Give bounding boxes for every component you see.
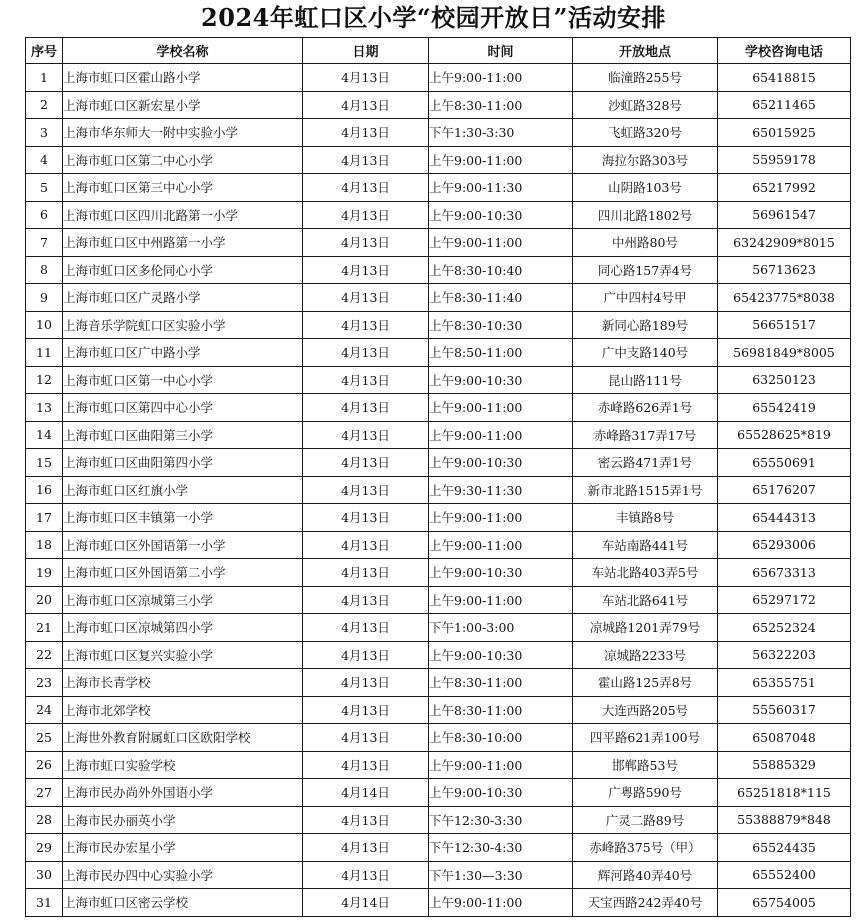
school-phone: 65251818*115 [718, 779, 851, 807]
open-date: 4月13日 [303, 614, 429, 642]
table-row [26, 834, 851, 862]
open-location: 飞虹路320号 [573, 119, 718, 147]
row-number: 11 [26, 339, 63, 367]
row-number: 12 [26, 366, 63, 394]
school-name: 上海市虹口区密云学校 [63, 889, 303, 917]
row-number: 19 [26, 559, 63, 587]
row-number: 2 [26, 91, 63, 119]
school-name: 上海市虹口区曲阳第四小学 [63, 449, 303, 477]
school-name: 上海市虹口区中州路第一小学 [63, 229, 303, 257]
school-phone: 65176207 [718, 476, 851, 504]
open-time: 上午8:30-11:40 [429, 284, 573, 312]
table-row [26, 751, 851, 779]
school-name: 上海市虹口区外国语第二小学 [63, 559, 303, 587]
open-location: 凉城路1201弄79号 [573, 614, 718, 642]
table-row [26, 586, 851, 614]
open-location: 赤峰路317弄17号 [573, 421, 718, 449]
school-phone: 55959178 [718, 146, 851, 174]
open-date: 4月13日 [303, 476, 429, 504]
row-number: 8 [26, 256, 63, 284]
open-date: 4月13日 [303, 751, 429, 779]
open-time: 上午9:00-10:30 [429, 779, 573, 807]
open-time: 下午1:30—3:30 [429, 861, 573, 889]
open-time: 上午9:00-11:00 [429, 504, 573, 532]
row-number: 29 [26, 834, 63, 862]
school-phone: 65087048 [718, 724, 851, 752]
school-name: 上海市虹口区第三中心小学 [63, 174, 303, 202]
open-time: 上午9:00-11:00 [429, 64, 573, 92]
table-row [26, 641, 851, 669]
table-body [26, 64, 851, 917]
open-location: 四平路621弄100号 [573, 724, 718, 752]
open-date: 4月13日 [303, 339, 429, 367]
open-time: 上午9:00-11:30 [429, 174, 573, 202]
open-location: 赤峰路626弄1号 [573, 394, 718, 422]
open-date: 4月13日 [303, 91, 429, 119]
open-date: 4月13日 [303, 449, 429, 477]
table-header-row [26, 38, 851, 64]
open-time: 上午9:00-10:30 [429, 201, 573, 229]
open-date: 4月13日 [303, 394, 429, 422]
school-name: 上海市虹口区霍山路小学 [63, 64, 303, 92]
open-location: 车站北路641号 [573, 586, 718, 614]
row-number: 7 [26, 229, 63, 257]
open-location: 大连西路205号 [573, 696, 718, 724]
open-time: 上午8:50-11:00 [429, 339, 573, 367]
header-school-name: 学校名称 [63, 38, 303, 64]
open-time: 上午9:00-11:00 [429, 586, 573, 614]
open-location: 新市北路1515弄1号 [573, 476, 718, 504]
table-row [26, 696, 851, 724]
page-title: 2024年虹口区小学“校园开放日”活动安排 [201, 3, 666, 32]
table-row [26, 366, 851, 394]
table-row [26, 174, 851, 202]
school-name: 上海市虹口区广灵路小学 [63, 284, 303, 312]
open-location: 新同心路189号 [573, 311, 718, 339]
open-date: 4月13日 [303, 861, 429, 889]
row-number: 1 [26, 64, 63, 92]
row-number: 17 [26, 504, 63, 532]
school-name: 上海市民办宏星小学 [63, 834, 303, 862]
open-date: 4月13日 [303, 559, 429, 587]
open-date: 4月13日 [303, 64, 429, 92]
school-name: 上海市虹口区四川北路第一小学 [63, 201, 303, 229]
open-time: 上午8:30-11:00 [429, 669, 573, 697]
open-time: 上午8:30-10:30 [429, 311, 573, 339]
school-phone: 55885329 [718, 751, 851, 779]
table-row [26, 449, 851, 477]
school-phone: 65423775*8038 [718, 284, 851, 312]
row-number: 14 [26, 421, 63, 449]
open-date: 4月13日 [303, 201, 429, 229]
school-phone: 65542419 [718, 394, 851, 422]
open-time: 上午9:00-11:00 [429, 531, 573, 559]
open-time: 上午9:30-11:30 [429, 476, 573, 504]
school-phone: 65297172 [718, 586, 851, 614]
row-number: 24 [26, 696, 63, 724]
open-time: 上午9:00-11:00 [429, 146, 573, 174]
header-phone: 学校咨询电话 [718, 38, 851, 64]
table-row [26, 476, 851, 504]
school-phone: 56322203 [718, 641, 851, 669]
row-number: 28 [26, 806, 63, 834]
table-row [26, 559, 851, 587]
school-phone: 65252324 [718, 614, 851, 642]
school-name: 上海市民办四中心实验小学 [63, 861, 303, 889]
open-date: 4月13日 [303, 146, 429, 174]
school-phone: 63250123 [718, 366, 851, 394]
open-time: 下午12:30-4:30 [429, 834, 573, 862]
open-time: 下午1:30-3:30 [429, 119, 573, 147]
open-time: 上午9:00-10:30 [429, 641, 573, 669]
row-number: 21 [26, 614, 63, 642]
row-number: 16 [26, 476, 63, 504]
open-time: 上午8:30-11:00 [429, 696, 573, 724]
open-location: 中州路80号 [573, 229, 718, 257]
school-name: 上海市虹口区红旗小学 [63, 476, 303, 504]
header-time: 时间 [429, 38, 573, 64]
open-date: 4月13日 [303, 174, 429, 202]
table-row [26, 394, 851, 422]
open-location: 同心路157弄4号 [573, 256, 718, 284]
row-number: 4 [26, 146, 63, 174]
school-phone: 63242909*8015 [718, 229, 851, 257]
school-phone: 65673313 [718, 559, 851, 587]
school-phone: 56651517 [718, 311, 851, 339]
open-time: 上午9:00-10:30 [429, 449, 573, 477]
school-name: 上海市民办尚外外国语小学 [63, 779, 303, 807]
school-name: 上海市虹口区多伦同心小学 [63, 256, 303, 284]
school-phone: 65524435 [718, 834, 851, 862]
school-name: 上海市虹口区第四中心小学 [63, 394, 303, 422]
open-time: 上午9:00-11:00 [429, 889, 573, 917]
open-date: 4月13日 [303, 119, 429, 147]
school-name: 上海世外教育附属虹口区欧阳学校 [63, 724, 303, 752]
row-number: 15 [26, 449, 63, 477]
open-date: 4月14日 [303, 779, 429, 807]
school-phone: 55560317 [718, 696, 851, 724]
open-location: 辉河路40弄40号 [573, 861, 718, 889]
row-number: 26 [26, 751, 63, 779]
open-location: 车站南路441号 [573, 531, 718, 559]
open-location: 凉城路2233号 [573, 641, 718, 669]
school-phone: 65552400 [718, 861, 851, 889]
open-date: 4月13日 [303, 834, 429, 862]
school-phone: 65015925 [718, 119, 851, 147]
open-date: 4月13日 [303, 586, 429, 614]
open-date: 4月13日 [303, 669, 429, 697]
open-date: 4月13日 [303, 284, 429, 312]
open-location: 广中支路140号 [573, 339, 718, 367]
table-row [26, 504, 851, 532]
school-name: 上海市虹口区第一中心小学 [63, 366, 303, 394]
row-number: 5 [26, 174, 63, 202]
row-number: 25 [26, 724, 63, 752]
table-row [26, 779, 851, 807]
table-row [26, 669, 851, 697]
school-name: 上海市虹口区曲阳第三小学 [63, 421, 303, 449]
table-row [26, 339, 851, 367]
school-name: 上海市虹口实验学校 [63, 751, 303, 779]
table-row [26, 311, 851, 339]
open-location: 广粤路590号 [573, 779, 718, 807]
open-date: 4月13日 [303, 366, 429, 394]
table-row [26, 146, 851, 174]
open-date: 4月13日 [303, 724, 429, 752]
row-number: 23 [26, 669, 63, 697]
open-date: 4月13日 [303, 421, 429, 449]
school-name: 上海市虹口区凉城第四小学 [63, 614, 303, 642]
row-number: 10 [26, 311, 63, 339]
school-phone: 65444313 [718, 504, 851, 532]
open-date: 4月13日 [303, 696, 429, 724]
open-location: 丰镇路8号 [573, 504, 718, 532]
table-row [26, 201, 851, 229]
open-date: 4月14日 [303, 889, 429, 917]
open-location: 山阴路103号 [573, 174, 718, 202]
school-phone: 56981849*8005 [718, 339, 851, 367]
row-number: 31 [26, 889, 63, 917]
school-phone: 56713623 [718, 256, 851, 284]
school-phone: 56961547 [718, 201, 851, 229]
school-name: 上海市北郊学校 [63, 696, 303, 724]
school-name: 上海市虹口区新宏星小学 [63, 91, 303, 119]
school-name: 上海市虹口区丰镇第一小学 [63, 504, 303, 532]
table-row [26, 889, 851, 917]
school-name: 上海音乐学院虹口区实验小学 [63, 311, 303, 339]
table-row [26, 531, 851, 559]
open-date: 4月13日 [303, 641, 429, 669]
open-time: 上午9:00-10:30 [429, 559, 573, 587]
school-name: 上海市长青学校 [63, 669, 303, 697]
school-phone: 65418815 [718, 64, 851, 92]
school-name: 上海市民办丽英小学 [63, 806, 303, 834]
open-time: 上午8:30-11:00 [429, 91, 573, 119]
open-time: 上午9:00-11:00 [429, 229, 573, 257]
open-time: 上午8:30-10:40 [429, 256, 573, 284]
table-row [26, 119, 851, 147]
open-location: 邯郸路53号 [573, 751, 718, 779]
header-date: 日期 [303, 38, 429, 64]
open-date: 4月13日 [303, 531, 429, 559]
open-location: 广中四村4号甲 [573, 284, 718, 312]
open-time: 上午8:30-10:00 [429, 724, 573, 752]
row-number: 27 [26, 779, 63, 807]
table-row [26, 724, 851, 752]
open-date: 4月13日 [303, 806, 429, 834]
school-name: 上海市华东师大一附中实验小学 [63, 119, 303, 147]
open-date: 4月13日 [303, 229, 429, 257]
open-location: 车站北路403弄5号 [573, 559, 718, 587]
table-row [26, 229, 851, 257]
school-name: 上海市虹口区凉城第三小学 [63, 586, 303, 614]
open-location: 四川北路1802号 [573, 201, 718, 229]
open-time: 上午9:00-11:00 [429, 394, 573, 422]
header-location: 开放地点 [573, 38, 718, 64]
school-name: 上海市虹口区复兴实验小学 [63, 641, 303, 669]
row-number: 30 [26, 861, 63, 889]
table-row [26, 91, 851, 119]
table-row [26, 64, 851, 92]
school-phone: 65528625*819 [718, 421, 851, 449]
open-location: 密云路471弄1号 [573, 449, 718, 477]
row-number: 9 [26, 284, 63, 312]
row-number: 13 [26, 394, 63, 422]
row-number: 6 [26, 201, 63, 229]
school-name: 上海市虹口区外国语第一小学 [63, 531, 303, 559]
table-row [26, 256, 851, 284]
open-location: 海拉尔路303号 [573, 146, 718, 174]
row-number: 3 [26, 119, 63, 147]
open-location: 天宝西路242弄40号 [573, 889, 718, 917]
table-row [26, 284, 851, 312]
open-date: 4月13日 [303, 256, 429, 284]
open-day-schedule-table [25, 37, 851, 917]
table-row [26, 806, 851, 834]
school-phone: 65355751 [718, 669, 851, 697]
table-row [26, 421, 851, 449]
open-location: 临潼路255号 [573, 64, 718, 92]
open-location: 昆山路111号 [573, 366, 718, 394]
open-location: 沙虹路328号 [573, 91, 718, 119]
row-number: 18 [26, 531, 63, 559]
school-name: 上海市虹口区广中路小学 [63, 339, 303, 367]
open-location: 广灵二路89号 [573, 806, 718, 834]
school-phone: 65217992 [718, 174, 851, 202]
row-number: 22 [26, 641, 63, 669]
school-phone: 65550691 [718, 449, 851, 477]
open-time: 上午9:00-10:30 [429, 366, 573, 394]
open-location: 赤峰路375号（甲） [573, 834, 718, 862]
open-location: 霍山路125弄8号 [573, 669, 718, 697]
table-row [26, 861, 851, 889]
open-date: 4月13日 [303, 504, 429, 532]
school-phone: 65293006 [718, 531, 851, 559]
open-time: 下午12:30-3:30 [429, 806, 573, 834]
row-number: 20 [26, 586, 63, 614]
open-time: 下午1:00-3:00 [429, 614, 573, 642]
open-time: 上午9:00-11:00 [429, 751, 573, 779]
open-date: 4月13日 [303, 311, 429, 339]
school-phone: 55388879*848 [718, 806, 851, 834]
open-time: 上午9:00-11:00 [429, 421, 573, 449]
school-name: 上海市虹口区第二中心小学 [63, 146, 303, 174]
school-phone: 65754005 [718, 889, 851, 917]
table-row [26, 614, 851, 642]
header-no: 序号 [26, 38, 63, 64]
school-phone: 65211465 [718, 91, 851, 119]
